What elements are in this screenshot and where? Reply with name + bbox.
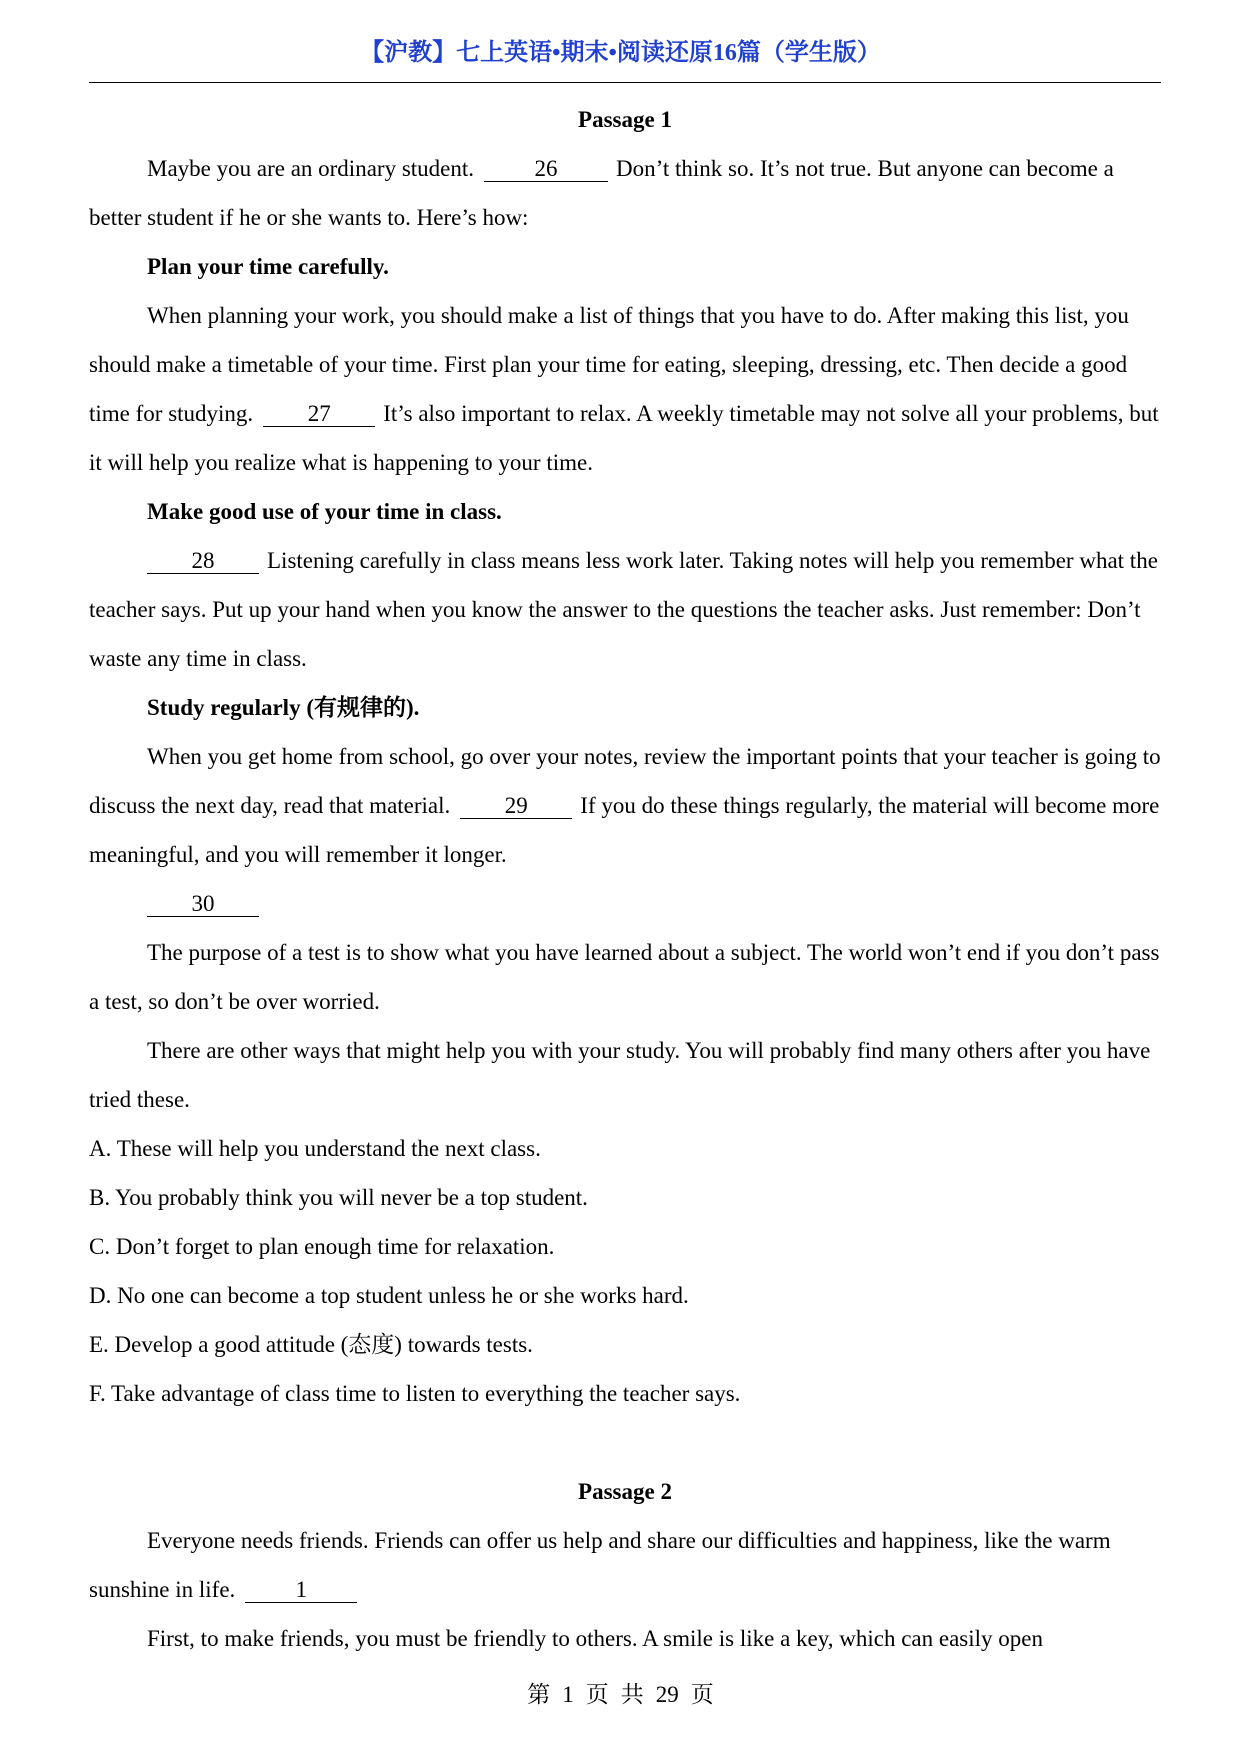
option-e: E. Develop a good attitude (态度) towards tests. bbox=[89, 1332, 533, 1357]
section-heading-study-regularly: Study regularly (有规律的). bbox=[147, 695, 420, 720]
footer-page-number: 1 bbox=[562, 1682, 574, 1707]
section-heading-class-time: Make good use of your time in class. bbox=[147, 499, 502, 524]
p2-1-text-before: Everyone needs friends. Friends can offer us help and share our difficulties and happiness, like the warm sunshine in life. bbox=[89, 1528, 1111, 1602]
passage-1-paragraph-6: There are other ways that might help you with your study. You will probably find many others after you have tried these. bbox=[89, 1038, 1151, 1112]
document-header: 【沪教】七上英语•期末•阅读还原16篇（学生版） bbox=[360, 40, 881, 66]
passage-1-paragraph-5: The purpose of a test is to show what you have learned about a subject. The world won’t end if you don’t pass a test, so don’t be over worried. bbox=[89, 940, 1160, 1014]
answer-blank-29: 29 bbox=[460, 794, 572, 819]
passage-1-paragraph-4 bbox=[89, 732, 1161, 879]
option-a: A. These will help you understand the next class. bbox=[89, 1136, 541, 1161]
passage-1-paragraph-2 bbox=[89, 291, 1161, 487]
answer-blank-26: 26 bbox=[484, 157, 608, 182]
option-f: F. Take advantage of class time to listen to everything the teacher says. bbox=[89, 1381, 741, 1406]
answer-blank-30: 30 bbox=[147, 892, 259, 917]
page-content bbox=[89, 95, 1161, 1663]
passage-1-paragraph-1 bbox=[89, 144, 1161, 242]
option-b: B. You probably think you will never be a top student. bbox=[89, 1185, 588, 1210]
answer-blank-27: 27 bbox=[263, 402, 375, 427]
footer-label-ye: 页 bbox=[585, 1682, 609, 1707]
passage-1-blank-30-line bbox=[89, 879, 1161, 928]
page-footer bbox=[0, 1676, 1241, 1709]
footer-page-total: 29 bbox=[655, 1682, 679, 1707]
header-divider bbox=[89, 82, 1161, 83]
footer-label-di: 第 bbox=[527, 1682, 551, 1707]
p2-text-after: It’s also important to relax. A weekly timetable may not solve all your problems, but it will help you realize what is happening to your time. bbox=[89, 401, 1159, 475]
p1-text-after: Don’t think so. It’s not true. But anyone can become a better student if he or she wants to. Here’s how: bbox=[89, 156, 1114, 230]
answer-blank-28: 28 bbox=[147, 549, 259, 574]
footer-label-ye-2: 页 bbox=[690, 1682, 714, 1707]
answer-blank-1: 1 bbox=[245, 1578, 357, 1603]
p2-text-before: When planning your work, you should make a list of things that you have to do. After making this list, you should make a timetable of your time. First plan your time for eating, sleeping, dressing, etc. Then decide a good time for studying. bbox=[89, 303, 1129, 426]
passage-1-title: Passage 1 bbox=[578, 107, 672, 132]
section-heading-plan-time: Plan your time carefully. bbox=[147, 254, 389, 279]
passage-2-title: Passage 2 bbox=[578, 1479, 672, 1504]
p1-text-before: Maybe you are an ordinary student. bbox=[147, 156, 475, 181]
footer-label-gong: 共 bbox=[620, 1682, 644, 1707]
passage-2-paragraph-1 bbox=[89, 1516, 1161, 1614]
passage-1-paragraph-3 bbox=[89, 536, 1161, 683]
p4-text-after: If you do these things regularly, the material will become more meaningful, and you will remember it longer. bbox=[89, 793, 1160, 867]
passage-spacer bbox=[89, 1418, 1161, 1467]
option-c: C. Don’t forget to plan enough time for relaxation. bbox=[89, 1234, 555, 1259]
passage-2-paragraph-2: First, to make friends, you must be friendly to others. A smile is like a key, which can easily open bbox=[147, 1626, 1043, 1651]
p4-text-before: When you get home from school, go over your notes, review the important points that your teacher is going to discuss the next day, read that material. bbox=[89, 744, 1161, 818]
option-d: D. No one can become a top student unless he or she works hard. bbox=[89, 1283, 689, 1308]
p3-text-after: Listening carefully in class means less work later. Taking notes will help you remember what the teacher says. Put up your hand when you know the answer to the questions the teacher asks. Just remember: Don’t waste any time in class. bbox=[89, 548, 1158, 671]
